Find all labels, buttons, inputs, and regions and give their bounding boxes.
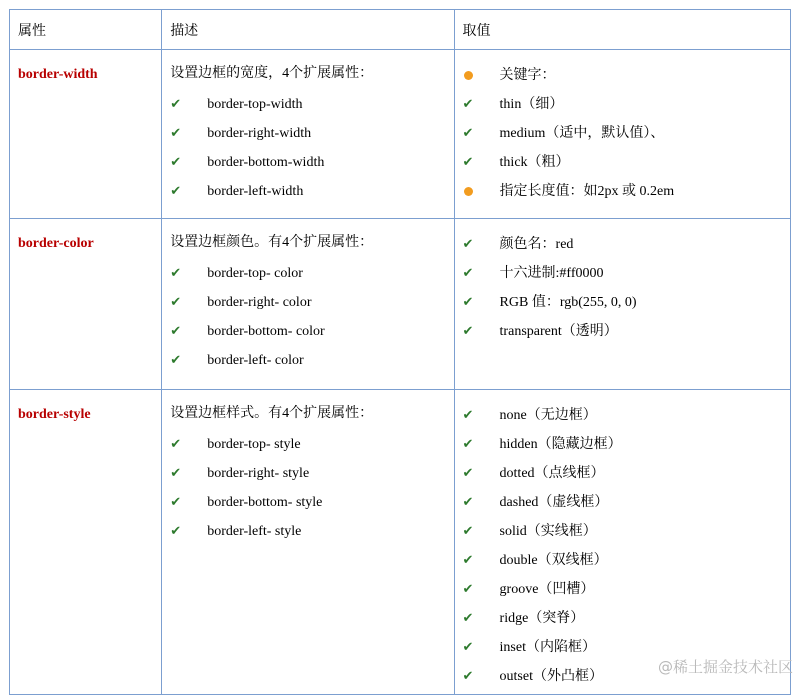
value-label: thick（粗） bbox=[499, 155, 570, 170]
sub-property-item bbox=[170, 317, 453, 346]
value-label: hidden（隐藏边框） bbox=[499, 437, 622, 452]
sub-property-item bbox=[170, 288, 453, 317]
value-item bbox=[463, 259, 790, 288]
sub-property-label: border-right- style bbox=[207, 466, 310, 481]
table-body bbox=[10, 50, 791, 695]
sub-property-label: border-bottom-width bbox=[207, 155, 325, 170]
check-icon: ✔ bbox=[462, 466, 474, 481]
check-icon: ✔ bbox=[462, 266, 474, 281]
value-item bbox=[463, 488, 790, 517]
property-name: border-width bbox=[18, 67, 98, 82]
value-label: 指定长度值：如2px 或 0.2em bbox=[499, 184, 675, 199]
value-label: outset（外凸框） bbox=[499, 669, 603, 684]
value-item bbox=[463, 317, 790, 346]
value-item bbox=[463, 61, 790, 90]
description-intro: 设置边框样式。有4个扩展属性： bbox=[170, 406, 374, 421]
value-label: solid（实线框） bbox=[499, 524, 597, 539]
css-border-properties-table bbox=[9, 9, 791, 695]
values-cell bbox=[454, 390, 790, 695]
value-item bbox=[463, 604, 790, 633]
check-icon: ✔ bbox=[462, 640, 474, 655]
check-icon: ✔ bbox=[170, 126, 182, 141]
value-item bbox=[463, 517, 790, 546]
sub-property-label: border-bottom- color bbox=[207, 324, 325, 339]
value-label: none（无边框） bbox=[499, 408, 597, 423]
value-label: 颜色名：red bbox=[499, 237, 574, 252]
value-label: transparent（透明） bbox=[499, 324, 618, 339]
sub-property-item bbox=[170, 177, 453, 206]
sub-property-label: border-left- color bbox=[207, 353, 304, 368]
table-row bbox=[10, 50, 791, 219]
property-name: border-style bbox=[18, 407, 91, 422]
value-label: RGB 值：rgb(255, 0, 0) bbox=[499, 295, 637, 310]
sub-property-label: border-left- style bbox=[207, 524, 302, 539]
header-values: 取值 bbox=[454, 10, 790, 50]
check-icon: ✔ bbox=[462, 155, 474, 170]
value-label: groove（凹槽） bbox=[499, 582, 595, 597]
value-item bbox=[463, 90, 790, 119]
table-header-row bbox=[10, 10, 791, 50]
value-label: 关键字： bbox=[499, 68, 556, 83]
value-item bbox=[463, 546, 790, 575]
check-icon: ✔ bbox=[462, 97, 474, 112]
sub-property-item bbox=[170, 259, 453, 288]
description-cell bbox=[162, 50, 454, 219]
sub-property-item bbox=[170, 148, 453, 177]
value-item bbox=[463, 401, 790, 430]
check-icon: ✔ bbox=[462, 669, 474, 684]
description-intro: 设置边框的宽度，4个扩展属性： bbox=[170, 66, 374, 81]
value-item bbox=[463, 430, 790, 459]
values-cell bbox=[454, 219, 790, 390]
sub-property-label: border-top- style bbox=[207, 437, 301, 452]
check-icon: ✔ bbox=[170, 437, 182, 452]
watermark-text: @稀土掘金技术社区 bbox=[657, 658, 793, 676]
check-icon: ✔ bbox=[462, 295, 474, 310]
values-cell bbox=[454, 50, 790, 219]
sub-property-label: border-bottom- style bbox=[207, 495, 323, 510]
check-icon: ✔ bbox=[170, 353, 182, 368]
value-item bbox=[463, 230, 790, 259]
description-intro: 设置边框颜色。有4个扩展属性： bbox=[170, 235, 374, 250]
check-icon: ✔ bbox=[462, 324, 474, 339]
property-cell bbox=[10, 390, 162, 695]
value-item bbox=[463, 148, 790, 177]
value-label: medium（适中，默认值）、 bbox=[499, 126, 665, 141]
check-icon: ✔ bbox=[170, 524, 182, 539]
value-label: thin（细） bbox=[499, 97, 564, 112]
check-icon: ✔ bbox=[462, 553, 474, 568]
sub-property-item bbox=[170, 517, 453, 546]
check-icon: ✔ bbox=[462, 611, 474, 626]
property-cell bbox=[10, 219, 162, 390]
description-cell bbox=[162, 219, 454, 390]
sub-property-item bbox=[170, 119, 453, 148]
value-label: dotted（点线框） bbox=[499, 466, 605, 481]
check-icon: ✔ bbox=[170, 155, 182, 170]
description-content bbox=[162, 50, 453, 206]
check-icon: ✔ bbox=[462, 582, 474, 597]
value-item bbox=[463, 575, 790, 604]
value-item bbox=[463, 288, 790, 317]
value-item bbox=[463, 119, 790, 148]
property-cell bbox=[10, 50, 162, 219]
check-icon: ✔ bbox=[170, 295, 182, 310]
table-row bbox=[10, 219, 791, 390]
value-label: ridge（突脊） bbox=[499, 611, 585, 626]
table-row bbox=[10, 390, 791, 695]
value-label: double（双线框） bbox=[499, 553, 608, 568]
description-content bbox=[162, 390, 453, 546]
check-icon: ✔ bbox=[170, 324, 182, 339]
check-icon: ✔ bbox=[462, 524, 474, 539]
sub-property-label: border-right-width bbox=[207, 126, 312, 141]
sub-property-item bbox=[170, 90, 453, 119]
sub-property-label: border-top- color bbox=[207, 266, 303, 281]
check-icon: ✔ bbox=[462, 437, 474, 452]
sub-property-label: border-top-width bbox=[207, 97, 303, 112]
check-icon: ✔ bbox=[170, 266, 182, 281]
value-label: inset（内陷框） bbox=[499, 640, 596, 655]
value-item bbox=[463, 177, 790, 206]
check-icon: ✔ bbox=[170, 495, 182, 510]
sub-property-item bbox=[170, 459, 453, 488]
values-content bbox=[455, 50, 790, 206]
sub-property-item bbox=[170, 430, 453, 459]
header-description: 描述 bbox=[162, 10, 454, 50]
values-content bbox=[455, 390, 790, 691]
property-name: border-color bbox=[18, 236, 94, 251]
value-label: 十六进制:#ff0000 bbox=[499, 266, 604, 281]
check-icon: ✔ bbox=[170, 184, 182, 199]
check-icon: ✔ bbox=[170, 466, 182, 481]
description-cell bbox=[162, 390, 454, 695]
check-icon: ✔ bbox=[462, 126, 474, 141]
sub-property-item bbox=[170, 488, 453, 517]
sub-property-item bbox=[170, 346, 453, 375]
check-icon: ✔ bbox=[462, 408, 474, 423]
check-icon: ✔ bbox=[462, 237, 474, 252]
value-label: dashed（虚线框） bbox=[499, 495, 609, 510]
sub-property-label: border-right- color bbox=[207, 295, 312, 310]
values-content bbox=[455, 219, 790, 346]
check-icon: ✔ bbox=[170, 97, 182, 112]
value-item bbox=[463, 459, 790, 488]
sub-property-label: border-left-width bbox=[207, 184, 304, 199]
check-icon: ✔ bbox=[462, 495, 474, 510]
description-content bbox=[162, 219, 453, 375]
header-property: 属性 bbox=[10, 10, 162, 50]
